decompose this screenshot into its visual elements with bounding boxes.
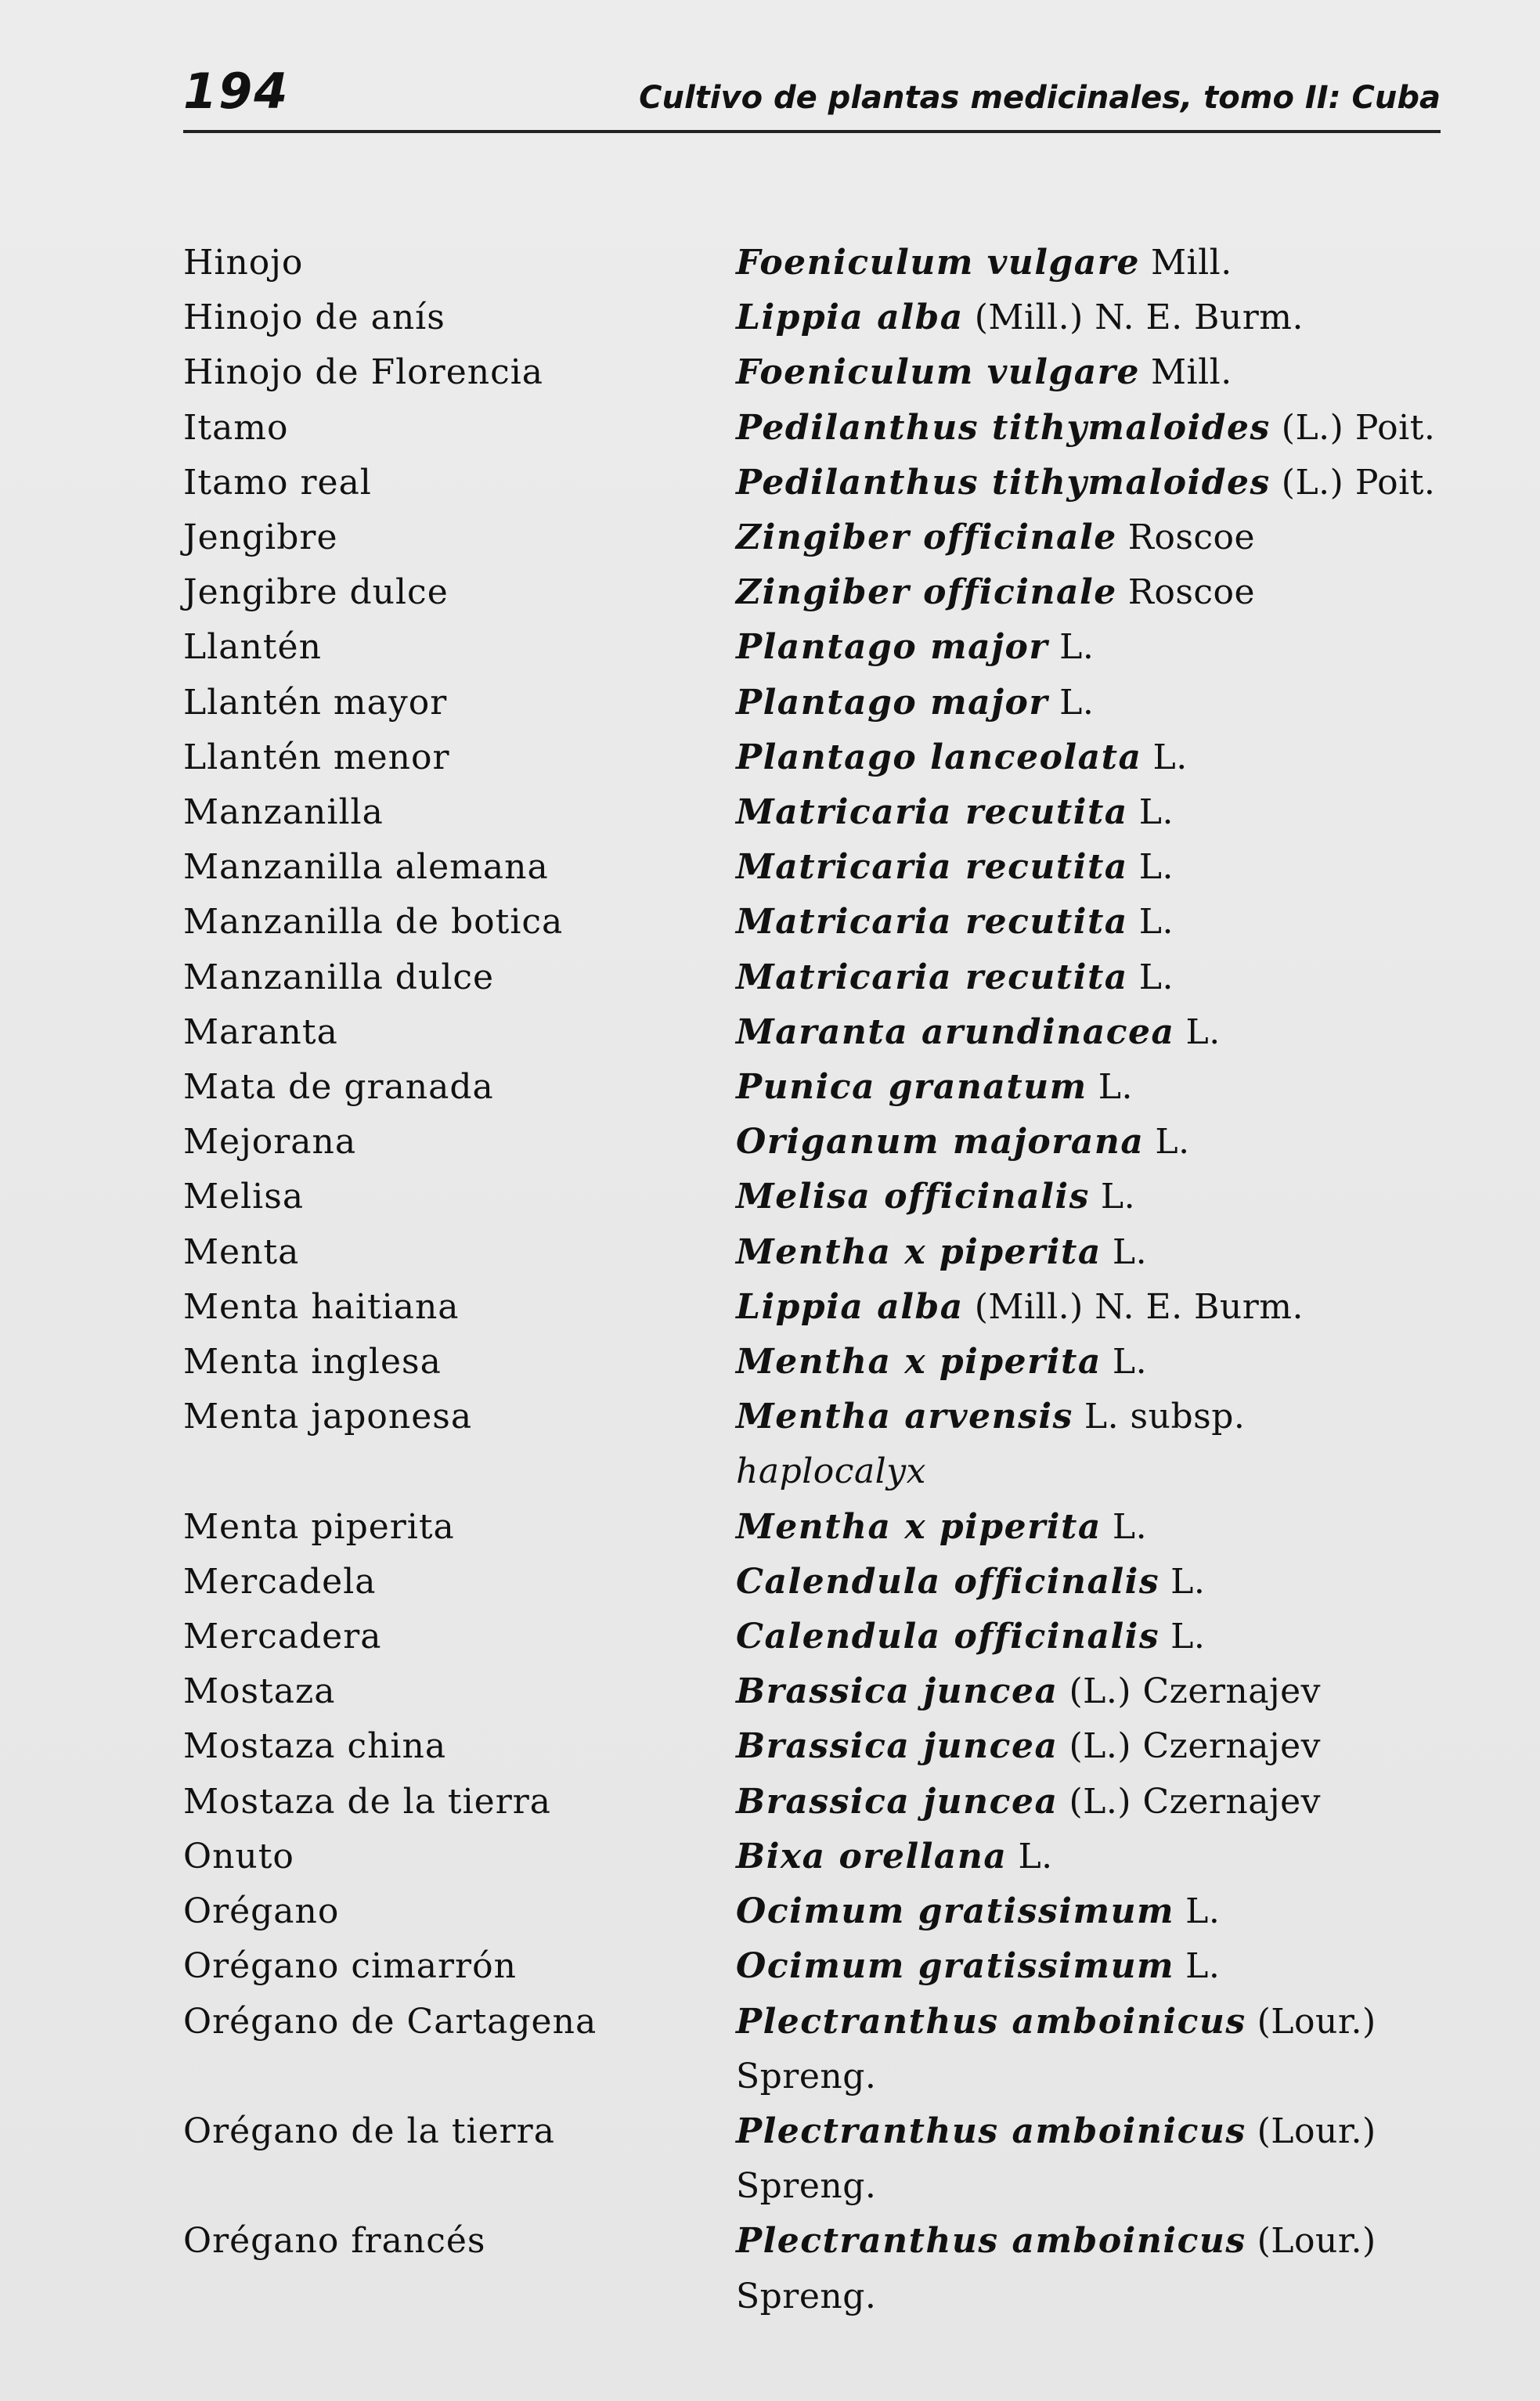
page-number: 194 [183, 63, 290, 120]
author-citation: L. subsp. [1084, 1397, 1246, 1437]
list-item [183, 1610, 1452, 1664]
common-name: Manzanilla dulce [183, 957, 495, 997]
common-name: Orégano [183, 1891, 340, 1932]
scientific-name [736, 345, 1452, 400]
author-citation: L. [1185, 1946, 1221, 1987]
binomial-name: Origanum majorana [736, 1122, 1145, 1163]
author-citation: L. [1100, 1177, 1136, 1217]
author-citation: (L.) Poit. [1281, 407, 1436, 448]
author-citation: L. [1138, 847, 1174, 888]
list-item [183, 950, 1452, 1005]
author-continuation: haplocalyx [736, 1451, 926, 1492]
species-list [183, 236, 1452, 2324]
scientific-name [736, 565, 1452, 620]
list-item [183, 1830, 1452, 1884]
author-citation: L. [1059, 682, 1095, 723]
binomial-name: Zingiber officinale [736, 572, 1117, 613]
common-name: Melisa [183, 1177, 305, 1217]
binomial-name: Maranta arundinacea [736, 1011, 1175, 1052]
header-rule [183, 130, 1441, 133]
list-item [183, 1005, 1452, 1060]
binomial-name: Brassica juncea [736, 1726, 1059, 1767]
common-name: Menta [183, 1231, 300, 1272]
author-citation: L. [1018, 1836, 1053, 1876]
author-citation: Mill. [1150, 352, 1232, 393]
binomial-name: Matricaria recutita [736, 957, 1128, 997]
common-name: Menta piperita [183, 1506, 455, 1547]
scientific-name [736, 1884, 1452, 1939]
scientific-name [736, 1005, 1452, 1060]
binomial-name: Plantago major [736, 627, 1049, 668]
author-citation: (Mill.) N. E. Burm. [974, 1286, 1304, 1327]
scientific-name [736, 1115, 1452, 1170]
scientific-name [736, 840, 1452, 895]
binomial-name: Mentha x piperita [736, 1231, 1102, 1272]
author-continuation: Spreng. [736, 2276, 877, 2316]
scientific-name [736, 1335, 1452, 1390]
common-name: Manzanilla de botica [183, 902, 564, 943]
common-name: Manzanilla [183, 792, 384, 833]
author-citation: L. [1155, 1122, 1190, 1163]
binomial-name: Foeniculum vulgare [736, 352, 1140, 393]
list-item [183, 510, 1452, 565]
scientific-name [736, 401, 1452, 456]
scientific-name [736, 950, 1452, 1005]
binomial-name: Matricaria recutita [736, 847, 1128, 888]
author-citation: Roscoe [1127, 517, 1256, 558]
common-name: Itamo [183, 407, 289, 448]
binomial-name: Brassica juncea [736, 1781, 1059, 1822]
binomial-name: Mentha x piperita [736, 1506, 1102, 1547]
list-item [183, 1664, 1452, 1719]
author-citation: (Mill.) N. E. Burm. [974, 297, 1304, 338]
list-item [183, 1170, 1452, 1224]
common-name: Menta japonesa [183, 1397, 473, 1437]
common-name: Orégano cimarrón [183, 1946, 517, 1987]
binomial-name: Foeniculum vulgare [736, 243, 1140, 283]
list-item [183, 2104, 1452, 2214]
scientific-name [736, 1775, 1452, 1830]
author-citation: (Lour.) [1257, 2111, 1376, 2151]
scientific-name [736, 785, 1452, 840]
scientific-name [736, 676, 1452, 730]
author-continuation: Spreng. [736, 2056, 877, 2096]
scientific-name [736, 290, 1452, 345]
list-item [183, 1060, 1452, 1115]
common-name: Llantén menor [183, 737, 450, 777]
binomial-name: Pedilanthus tithymaloides [736, 462, 1271, 503]
author-citation: L. [1138, 957, 1174, 997]
running-title: Cultivo de plantas medicinales, tomo II: Cuba [639, 80, 1441, 116]
scientific-name [736, 1555, 1452, 1610]
binomial-name: Mentha x piperita [736, 1342, 1102, 1383]
binomial-name: Matricaria recutita [736, 902, 1128, 943]
list-item [183, 2214, 1452, 2323]
scientific-name [736, 1830, 1452, 1884]
common-name: Jengibre [183, 517, 338, 558]
binomial-name: Calendula officinalis [736, 1617, 1160, 1657]
scientific-name [736, 1225, 1452, 1280]
binomial-name: Calendula officinalis [736, 1561, 1160, 1602]
author-citation: L. [1185, 1891, 1221, 1932]
scientific-name [736, 1170, 1452, 1224]
page-header [183, 63, 1441, 133]
common-name: Hinojo de Florencia [183, 352, 544, 393]
binomial-name: Ocimum gratissimum [736, 1946, 1175, 1987]
common-name: Llantén mayor [183, 682, 448, 723]
common-name: Orégano de la tierra [183, 2111, 555, 2151]
binomial-name: Plantago major [736, 682, 1049, 723]
author-citation: L. [1185, 1011, 1221, 1052]
common-name: Maranta [183, 1011, 338, 1052]
author-citation: L. [1138, 792, 1174, 833]
list-item [183, 456, 1452, 510]
list-item [183, 565, 1452, 620]
author-citation: L. [1112, 1506, 1148, 1547]
list-item [183, 1775, 1452, 1830]
binomial-name: Matricaria recutita [736, 792, 1128, 833]
common-name: Hinojo de anís [183, 297, 445, 338]
common-name: Orégano francés [183, 2221, 486, 2262]
list-item [183, 290, 1452, 345]
scientific-name [736, 1500, 1452, 1555]
scientific-name [736, 236, 1452, 290]
list-item [183, 236, 1452, 290]
author-citation: (L.) Poit. [1281, 462, 1436, 503]
author-citation: L. [1059, 627, 1095, 668]
common-name: Hinojo [183, 243, 304, 283]
scientific-name [736, 1939, 1452, 1994]
scientific-name [736, 1610, 1452, 1664]
binomial-name: Punica granatum [736, 1067, 1087, 1108]
binomial-name: Pedilanthus tithymaloides [736, 407, 1271, 448]
binomial-name: Plantago lanceolata [736, 737, 1142, 777]
author-citation: L. [1112, 1342, 1148, 1383]
list-item [183, 785, 1452, 840]
author-citation: L. [1138, 902, 1174, 943]
scientific-name [736, 1280, 1452, 1335]
author-citation: (Lour.) [1257, 2001, 1376, 2042]
list-item [183, 676, 1452, 730]
scientific-name [736, 1390, 1452, 1499]
scientific-name [736, 510, 1452, 565]
list-item [183, 1719, 1452, 1774]
list-item [183, 730, 1452, 785]
binomial-name: Plectranthus amboinicus [736, 2001, 1246, 2042]
list-item [183, 1939, 1452, 1994]
binomial-name: Mentha arvensis [736, 1397, 1073, 1437]
list-item [183, 840, 1452, 895]
list-item [183, 895, 1452, 950]
common-name: Menta inglesa [183, 1342, 442, 1383]
author-citation: Mill. [1150, 243, 1232, 283]
list-item [183, 1280, 1452, 1335]
binomial-name: Plectranthus amboinicus [736, 2111, 1246, 2151]
list-item [183, 1335, 1452, 1390]
scientific-name [736, 730, 1452, 785]
common-name: Mercadera [183, 1617, 382, 1657]
binomial-name: Bixa orellana [736, 1836, 1008, 1876]
binomial-name: Lippia alba [736, 297, 964, 338]
scientific-name [736, 1060, 1452, 1115]
list-item [183, 1884, 1452, 1939]
common-name: Manzanilla alemana [183, 847, 549, 888]
list-item [183, 401, 1452, 456]
common-name: Mejorana [183, 1122, 357, 1163]
scientific-name [736, 1719, 1452, 1774]
common-name: Llantén [183, 627, 322, 668]
common-name: Mercadela [183, 1561, 377, 1602]
list-item [183, 1225, 1452, 1280]
list-item [183, 620, 1452, 675]
binomial-name: Melisa officinalis [736, 1177, 1090, 1217]
common-name: Mata de granada [183, 1067, 494, 1108]
scientific-name [736, 895, 1452, 950]
scientific-name [736, 2104, 1452, 2214]
list-item [183, 1555, 1452, 1610]
author-citation: L. [1170, 1561, 1206, 1602]
author-continuation: Spreng. [736, 2166, 877, 2207]
author-citation: (L.) Czernajev [1069, 1726, 1322, 1767]
scientific-name [736, 1995, 1452, 2104]
list-item [183, 345, 1452, 400]
scientific-name [736, 620, 1452, 675]
author-citation: (L.) Czernajev [1069, 1671, 1322, 1712]
list-item [183, 1500, 1452, 1555]
author-citation: (L.) Czernajev [1069, 1781, 1322, 1822]
list-item [183, 1995, 1452, 2104]
scientific-name [736, 1664, 1452, 1719]
common-name: Menta haitiana [183, 1286, 460, 1327]
binomial-name: Zingiber officinale [736, 517, 1117, 558]
list-item [183, 1390, 1452, 1499]
binomial-name: Ocimum gratissimum [736, 1891, 1175, 1932]
common-name: Jengibre dulce [183, 572, 449, 613]
common-name: Onuto [183, 1836, 294, 1876]
common-name: Mostaza china [183, 1726, 447, 1767]
author-citation: Roscoe [1127, 572, 1256, 613]
common-name: Itamo real [183, 462, 372, 503]
list-item [183, 1115, 1452, 1170]
common-name: Mostaza de la tierra [183, 1781, 552, 1822]
binomial-name: Brassica juncea [736, 1671, 1059, 1712]
common-name: Mostaza [183, 1671, 336, 1712]
author-citation: L. [1152, 737, 1188, 777]
binomial-name: Lippia alba [736, 1286, 964, 1327]
author-citation: L. [1112, 1231, 1148, 1272]
scientific-name [736, 2214, 1452, 2323]
author-citation: (Lour.) [1257, 2221, 1376, 2262]
author-citation: L. [1170, 1617, 1206, 1657]
scientific-name [736, 456, 1452, 510]
binomial-name: Plectranthus amboinicus [736, 2221, 1246, 2262]
common-name: Orégano de Cartagena [183, 2001, 597, 2042]
author-citation: L. [1098, 1067, 1133, 1108]
